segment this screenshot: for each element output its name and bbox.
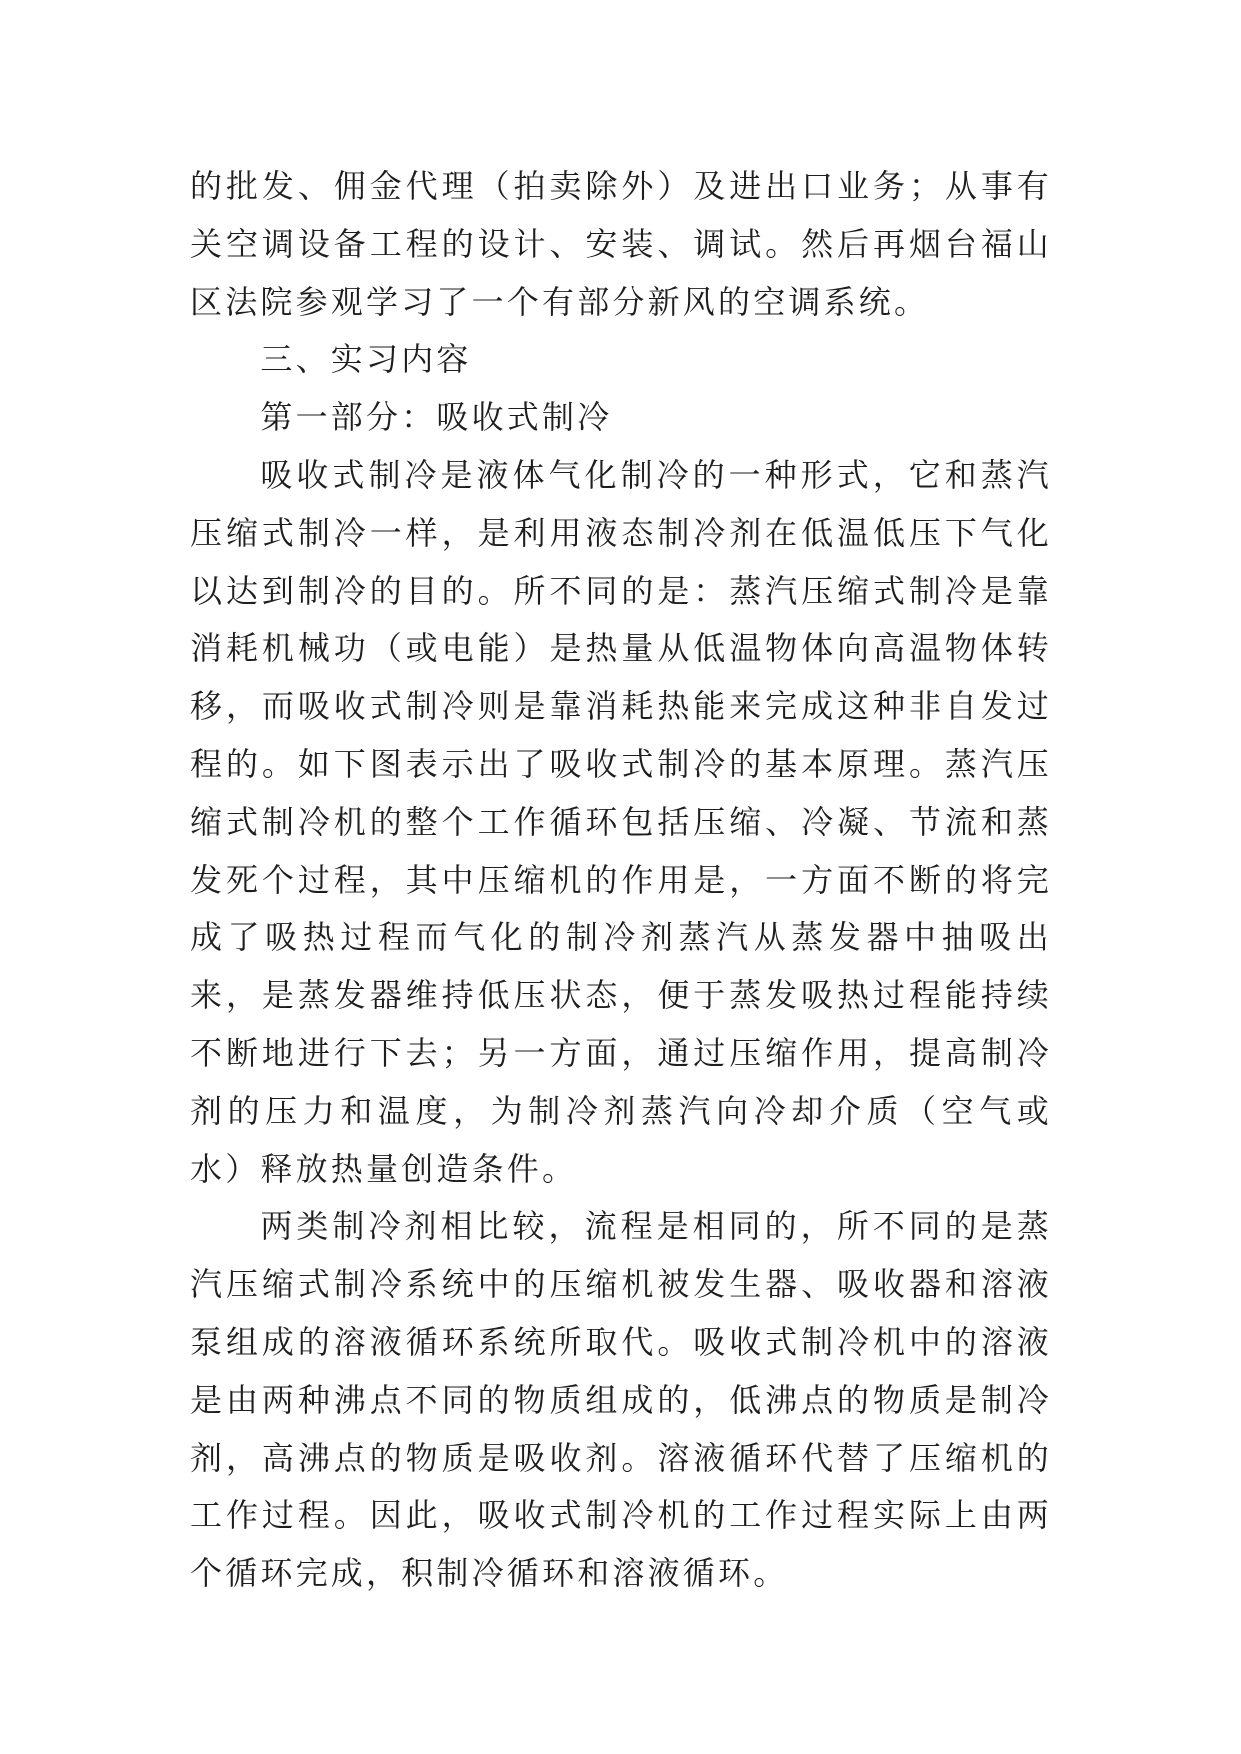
section-heading: 三、实习内容 [260,340,472,379]
subsection-heading: 第一部分：吸收式制冷 [260,398,613,437]
paragraph-continuation: 的批发、佣金代理（拍卖除外）及进出口业务；从事有关空调设备工程的设计、安装、调试。然后再烟台福山区法院参观学习了一个有部分新风的空调系统。 [190,167,1052,321]
paragraph-absorption-intro: 吸收式制冷是液体气化制冷的一种形式，它和蒸汽压缩式制冷一样，是利用液态制冷剂在低温低压下气化以达到制冷的目的。所不同的是：蒸汽压缩式制冷是靠消耗机械功（或电能）是热量从低温物体向高温物体转移，而吸收式制冷则是靠消耗热能来完成这种非自发过程的。如下图表示出了吸收式制冷的基本原理。蒸汽压缩式制冷机的整个工作循环包括压缩、冷凝、节流和蒸发死个过程，其中压缩机的作用是，一方面不断的将完成了吸热过程而气化的制冷剂蒸汽从蒸发器中抽吸出来，是蒸发器维持低压状态，便于蒸发吸热过程能持续不断地进行下去；另一方面，通过压缩作用，提高制冷剂的压力和温度，为制冷剂蒸汽向冷却介质（空气或水）释放热量创造条件。 [190,455,1052,1188]
document-body [190,158,1052,1603]
paragraph-comparison: 两类制冷剂相比较，流程是相同的，所不同的是蒸汽压缩式制冷系统中的压缩机被发生器、吸收器和溶液泵组成的溶液循环系统所取代。吸收式制冷机中的溶液是由两种沸点不同的物质组成的，低沸点的物质是制冷剂，高沸点的物质是吸收剂。溶液循环代替了压缩机的工作过程。因此，吸收式制冷机的工作过程实际上由两个循环完成，积制冷循环和溶液循环。 [190,1207,1052,1593]
